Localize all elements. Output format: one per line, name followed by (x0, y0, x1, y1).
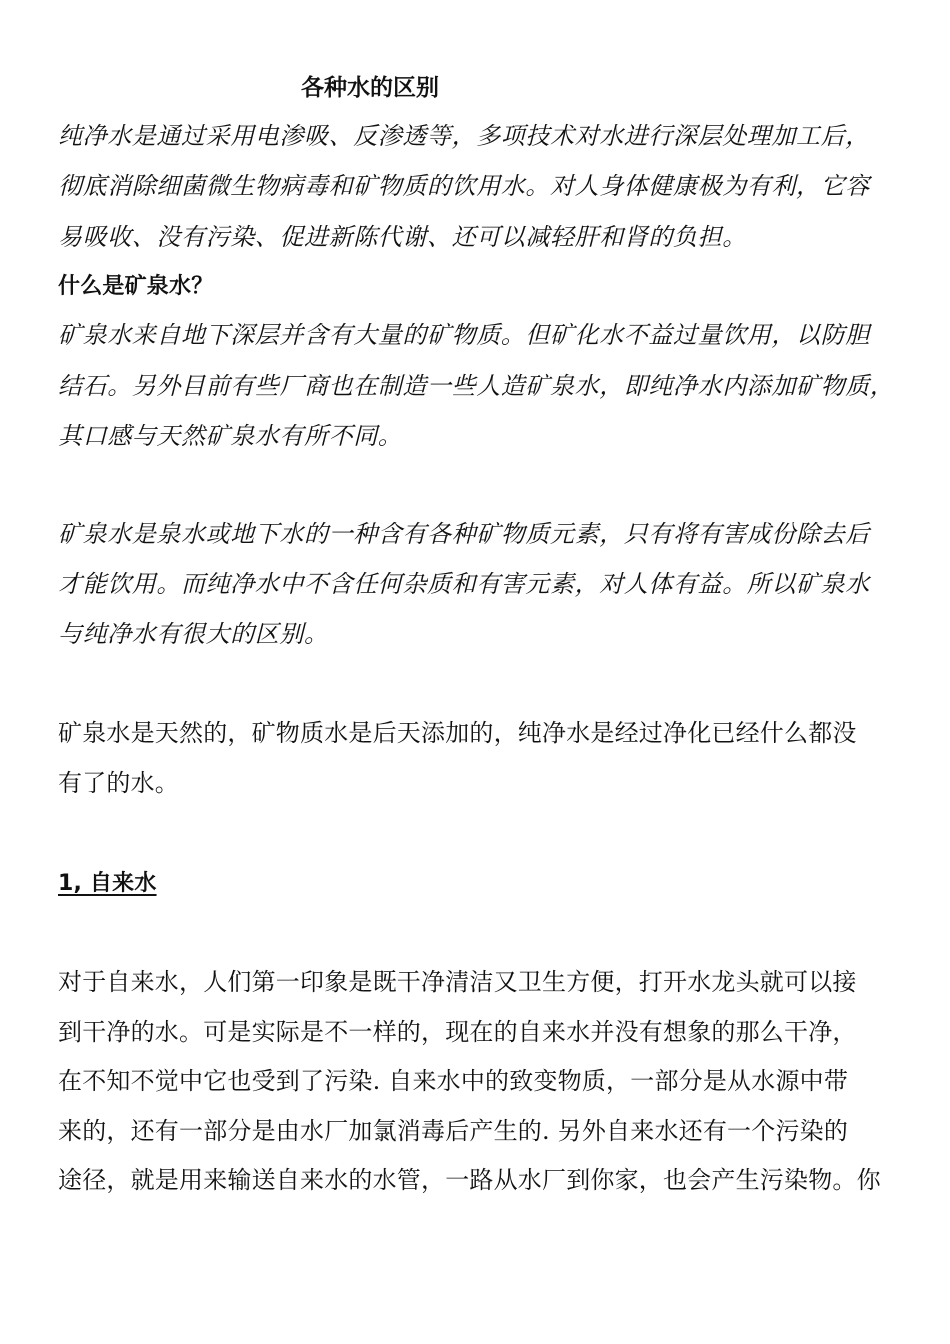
tap-water-line: 在不知不觉中它也受到了污染. 自来水中的致变物质，一部分是从水源中带 (58, 1067, 849, 1095)
summary-line: 有了的水。 (58, 769, 179, 797)
mineral-line: 矿泉水来自地下深层并含有大量的矿物质。但矿化水不益过量饮用，以防胆 (58, 321, 870, 349)
tap-water-line: 到干净的水。可是实际是不一样的，现在的自来水并没有想象的那么干净， (58, 1018, 857, 1046)
tap-water-line: 对于自来水，人们第一印象是既干净清洁又卫生方便，打开水龙头就可以接 (58, 968, 857, 996)
summary-line: 矿泉水是天然的，矿物质水是后天添加的，纯净水是经过净化已经什么都没 (58, 719, 857, 747)
difference-line: 才能饮用。而纯净水中不含任何杂质和有害元素，对人体有益。所以矿泉水 (58, 570, 870, 598)
intro-line: 纯净水是通过采用电渗吸、反渗透等，多项技术对水进行深层处理加工后， (58, 122, 870, 150)
difference-line: 矿泉水是泉水或地下水的一种含有各种矿物质元素，只有将有害成份除去后 (58, 520, 870, 548)
mineral-line: 结石。另外目前有些厂商也在制造一些人造矿泉水，即纯净水内添加矿物质， (58, 372, 895, 400)
tap-water-line: 途径，就是用来输送自来水的水管，一路从水厂到你家，也会产生污染物。你 (58, 1166, 881, 1194)
question-heading: 什么是矿泉水？ (58, 274, 214, 299)
intro-line: 彻底消除细菌微生物病毒和矿物质的饮用水。对人身体健康极为有利，它容 (58, 172, 870, 200)
tap-water-line: 来的，还有一部分是由水厂加氯消毒后产生的. 另外自来水还有一个污染的 (58, 1117, 849, 1145)
difference-line: 与纯净水有很大的区别。 (58, 620, 329, 648)
intro-line: 易吸收、没有污染、促进新陈代谢、还可以减轻肝和肾的负担。 (58, 223, 747, 251)
section-heading: 1, 自来水 (58, 871, 157, 896)
document-title: 各种水的区别 (301, 75, 439, 101)
mineral-line: 其口感与天然矿泉水有所不同。 (58, 422, 403, 450)
